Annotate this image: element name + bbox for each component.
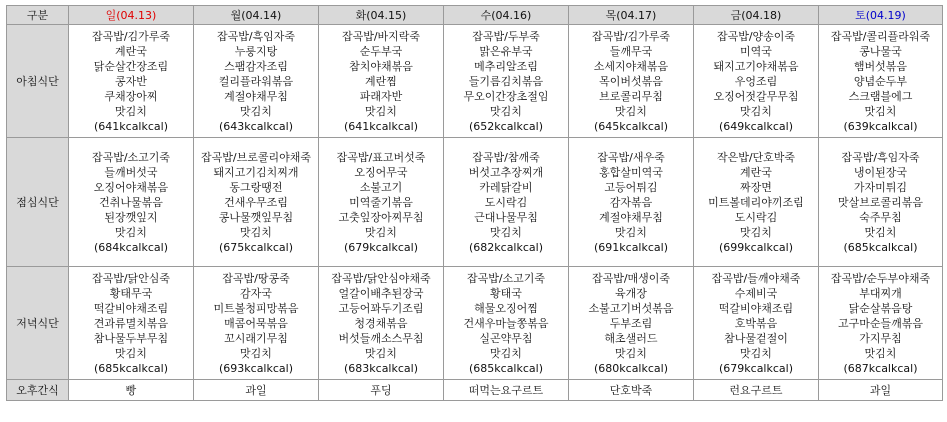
breakfast-menu-thursday	[569, 25, 694, 138]
menu-item: 고등어튀김	[604, 180, 658, 194]
menu-item: 들깨무국	[609, 44, 653, 58]
menu-item: 참나물두부무침	[93, 331, 169, 345]
menu-item: 잡곡밥/참깨죽	[472, 150, 540, 164]
menu-calories: (683kcalkcal)	[343, 361, 418, 375]
menu-item: 수제비국	[734, 286, 778, 300]
menu-item: 콩자반	[115, 74, 147, 88]
breakfast-menu-sunday	[69, 25, 194, 138]
lunch-row	[7, 138, 943, 267]
menu-item: 맛김치	[490, 225, 522, 239]
menu-item: 떡갈비야채조림	[93, 301, 169, 315]
menu-item: 버섯들깨소스무침	[338, 331, 424, 345]
menu-item: 계란찜	[365, 74, 397, 88]
menu-item: 맛김치	[115, 104, 147, 118]
breakfast-row	[7, 25, 943, 138]
dinner-menu-thursday	[569, 267, 694, 380]
menu-item: 잡곡밥/바지락죽	[341, 29, 421, 43]
menu-calories: (675kcalkcal)	[218, 240, 293, 254]
menu-item: 맛김치	[240, 225, 272, 239]
menu-item: 들기름김치볶음	[468, 74, 544, 88]
menu-item: 잡곡밥/표고버섯죽	[336, 150, 426, 164]
menu-item: 소세지야채볶음	[593, 59, 669, 73]
menu-item: 잡곡밥/들깨야채죽	[711, 271, 801, 285]
menu-item: 잡곡밥/김가루죽	[91, 29, 171, 43]
menu-item: 동그랑땡전	[229, 180, 283, 194]
menu-item: 고등어꽈두기조림	[338, 301, 424, 315]
menu-item: 맛김치	[740, 346, 772, 360]
snack-item-wednesday: 떠먹는요구르트	[444, 380, 569, 401]
dinner-menu-monday	[194, 267, 319, 380]
menu-item: 건새우무조림	[224, 195, 288, 209]
menu-calories: (685kcalkcal)	[843, 240, 918, 254]
breakfast-menu-saturday	[819, 25, 943, 138]
lunch-menu-sunday	[69, 138, 194, 267]
menu-item: 누룽지탕	[234, 44, 278, 58]
menu-item: 건취나물볶음	[99, 195, 163, 209]
menu-item: 부대찌개	[859, 286, 902, 300]
menu-item: 매콤어묵볶음	[224, 316, 288, 330]
menu-item: 황태국	[490, 286, 522, 300]
lunch-menu-tuesday	[319, 138, 444, 267]
menu-item: 잡곡밥/닭안심야채죽	[331, 271, 431, 285]
menu-item: 맛김치	[365, 225, 397, 239]
snack-item-saturday: 과일	[819, 380, 943, 401]
menu-item: 맛김치	[615, 104, 647, 118]
menu-item: 맛김치	[365, 346, 397, 360]
menu-item: 파래자반	[359, 89, 403, 103]
menu-item: 돼지고기김치찌개	[213, 165, 299, 179]
menu-item: 잡곡밥/닭안심죽	[91, 271, 171, 285]
lunch-menu-monday	[194, 138, 319, 267]
menu-item: 고구마순들깨볶음	[837, 316, 923, 330]
header-day-tuesday: 화(04.15)	[319, 6, 444, 25]
menu-item: 잡곡밥/새우죽	[597, 150, 665, 164]
menu-item: 무오이간장초절임	[463, 89, 549, 103]
snack-item-tuesday: 푸딩	[319, 380, 444, 401]
menu-item: 콩나물국	[859, 44, 902, 58]
menu-item: 얼갈이배추된장국	[338, 286, 424, 300]
menu-item: 근대나물무침	[474, 210, 538, 224]
menu-item: 들깨버섯국	[104, 165, 158, 179]
menu-item: 순두부국	[359, 44, 403, 58]
menu-item: 계란국	[115, 44, 147, 58]
breakfast-menu-friday	[694, 25, 819, 138]
menu-calories: (685kcalkcal)	[468, 361, 543, 375]
lunch-menu-saturday	[819, 138, 943, 267]
menu-item: 잡곡밥/브로콜리야채죽	[201, 150, 311, 164]
header-day-monday: 월(04.14)	[194, 6, 319, 25]
menu-item: 계절야채무침	[224, 89, 288, 103]
menu-item: 건새우마늘쫑볶음	[463, 316, 549, 330]
menu-calories: (639kcalkcal)	[843, 119, 918, 133]
dinner-menu-wednesday	[444, 267, 569, 380]
snack-item-thursday: 단호박죽	[569, 380, 694, 401]
menu-item: 맛살브로콜리볶음	[837, 195, 923, 209]
menu-item: 가자미튀김	[853, 180, 908, 194]
menu-item: 꼬시래기무침	[224, 331, 288, 345]
menu-item: 미트볼청피망볶음	[213, 301, 299, 315]
menu-item: 황태무국	[109, 286, 153, 300]
menu-item: 참치야채볶음	[349, 59, 413, 73]
menu-item: 컬리플라워볶음	[218, 74, 294, 88]
menu-item: 고춧잎장아찌무침	[338, 210, 424, 224]
menu-item: 잡곡밥/흑임자죽	[216, 29, 296, 43]
menu-item: 맛김치	[365, 104, 397, 118]
menu-item: 맛김치	[490, 104, 522, 118]
menu-item: 맛김치	[615, 346, 647, 360]
menu-item: 맛김치	[864, 104, 897, 118]
menu-item: 소불고기	[359, 180, 403, 194]
menu-item: 맛김치	[615, 225, 647, 239]
menu-calories: (649kcalkcal)	[718, 119, 793, 133]
menu-calories: (685kcalkcal)	[93, 361, 168, 375]
menu-item: 쿠채장아찌	[104, 89, 158, 103]
header-day-thursday: 목(04.17)	[569, 6, 694, 25]
dinner-menu-saturday	[819, 267, 943, 380]
menu-item: 미트볼데리야끼조림	[708, 195, 804, 209]
weekly-meal-table	[6, 5, 943, 401]
snack-item-sunday: 빵	[69, 380, 194, 401]
menu-item: 해물오징어찜	[474, 301, 538, 315]
menu-calories: (641kcalkcal)	[93, 119, 168, 133]
menu-item: 잡곡밥/김가루죽	[591, 29, 671, 43]
menu-item: 해초샐러드	[604, 331, 658, 345]
breakfast-menu-wednesday	[444, 25, 569, 138]
breakfast-menu-tuesday	[319, 25, 444, 138]
menu-item: 홍합살미역국	[599, 165, 663, 179]
menu-calories: (679kcalkcal)	[343, 240, 418, 254]
menu-item: 도시락김	[734, 210, 778, 224]
breakfast-menu-monday	[194, 25, 319, 138]
menu-item: 작은밥/단호박죽	[716, 150, 796, 164]
lunch-menu-thursday	[569, 138, 694, 267]
row-label-breakfast: 아침식단	[7, 25, 69, 138]
dinner-menu-friday	[694, 267, 819, 380]
menu-item: 감자국	[240, 286, 272, 300]
menu-item: 맛김치	[740, 225, 772, 239]
menu-calories: (679kcalkcal)	[718, 361, 793, 375]
lunch-menu-friday	[694, 138, 819, 267]
menu-item: 육개장	[615, 286, 647, 300]
menu-item: 가지무침	[859, 331, 902, 345]
menu-item: 스크램블에그	[848, 89, 913, 103]
menu-item: 맛김치	[115, 225, 147, 239]
dinner-menu-sunday	[69, 267, 194, 380]
snack-item-friday: 런요구르트	[694, 380, 819, 401]
menu-item: 맛김치	[864, 346, 897, 360]
menu-item: 목이버섯볶음	[599, 74, 663, 88]
menu-item: 냉이된장국	[853, 165, 908, 179]
menu-item: 맛김치	[240, 346, 272, 360]
menu-item: 두부조림	[609, 316, 653, 330]
menu-item: 잡곡밥/매생이죽	[591, 271, 671, 285]
row-label-snack: 오후간식	[7, 380, 69, 401]
menu-item: 잡곡밥/순두부야채죽	[830, 271, 931, 285]
menu-calories: (643kcalkcal)	[218, 119, 293, 133]
menu-calories: (699kcalkcal)	[718, 240, 793, 254]
menu-item: 버섯고추장찌개	[468, 165, 544, 179]
row-label-lunch: 점심식단	[7, 138, 69, 267]
menu-item: 콩나물깻잎무침	[218, 210, 294, 224]
menu-item: 우엉조림	[734, 74, 778, 88]
menu-item: 잡곡밥/소고기죽	[91, 150, 171, 164]
menu-item: 된장깻잎지	[104, 210, 158, 224]
menu-calories: (691kcalkcal)	[593, 240, 668, 254]
menu-calories: (682kcalkcal)	[468, 240, 543, 254]
menu-item: 닭순살볶음탕	[848, 301, 913, 315]
menu-item: 맛김치	[864, 225, 897, 239]
menu-item: 오징어무국	[354, 165, 408, 179]
lunch-menu-wednesday	[444, 138, 569, 267]
dinner-row	[7, 267, 943, 380]
menu-item: 잡곡밥/소고기죽	[466, 271, 546, 285]
header-day-sunday: 일(04.13)	[69, 6, 194, 25]
menu-item: 참나물겉절이	[724, 331, 788, 345]
menu-item: 도시락김	[484, 195, 528, 209]
menu-item: 잡곡밥/흑임자죽	[841, 150, 920, 164]
menu-calories: (641kcalkcal)	[343, 119, 418, 133]
menu-item: 스팸감자조림	[224, 59, 288, 73]
header-row	[7, 6, 943, 25]
menu-item: 잡곡밥/양송이죽	[716, 29, 796, 43]
row-label-dinner: 저녁식단	[7, 267, 69, 380]
menu-calories: (693kcalkcal)	[218, 361, 293, 375]
menu-item: 소불고기버섯볶음	[588, 301, 674, 315]
menu-item: 호박볶음	[734, 316, 778, 330]
menu-item: 카레닭갈비	[479, 180, 533, 194]
menu-item: 양념순두부	[853, 74, 908, 88]
menu-calories: (687kcalkcal)	[843, 361, 918, 375]
menu-item: 떡갈비야채조림	[718, 301, 794, 315]
menu-item: 오징어젓갈무무침	[713, 89, 799, 103]
menu-calories: (680kcalkcal)	[593, 361, 668, 375]
header-corner: 구분	[7, 6, 69, 25]
menu-item: 청경채볶음	[354, 316, 408, 330]
header-day-saturday: 토(04.19)	[819, 6, 943, 25]
menu-item: 잡곡밥/땅콩죽	[222, 271, 290, 285]
menu-item: 맛김치	[115, 346, 147, 360]
snack-row	[7, 380, 943, 401]
menu-item: 햄버섯볶음	[853, 59, 908, 73]
menu-item: 미역줄기볶음	[349, 195, 413, 209]
menu-item: 계절야채무침	[599, 210, 663, 224]
menu-item: 맛김치	[240, 104, 272, 118]
menu-item: 미역국	[740, 44, 772, 58]
menu-item: 맛김치	[740, 104, 772, 118]
menu-calories: (652kcalkcal)	[468, 119, 543, 133]
menu-item: 브로콜리무침	[599, 89, 663, 103]
dinner-menu-tuesday	[319, 267, 444, 380]
menu-item: 오징어야채볶음	[93, 180, 169, 194]
menu-calories: (684kcalkcal)	[93, 240, 168, 254]
menu-item: 맑은유부국	[479, 44, 533, 58]
header-day-wednesday: 수(04.16)	[444, 6, 569, 25]
menu-item: 잡곡밥/콜리플라워죽	[830, 29, 931, 43]
menu-item: 잡곡밥/두부죽	[472, 29, 540, 43]
menu-item: 실곤약무침	[479, 331, 533, 345]
menu-item: 메추리알조림	[474, 59, 538, 73]
menu-item: 맛김치	[490, 346, 522, 360]
menu-item: 감자볶음	[609, 195, 653, 209]
menu-item: 계란국	[740, 165, 772, 179]
header-day-friday: 금(04.18)	[694, 6, 819, 25]
menu-calories: (645kcalkcal)	[593, 119, 668, 133]
menu-item: 닭순살간장조림	[93, 59, 169, 73]
menu-item: 숙주무침	[859, 210, 902, 224]
snack-item-monday: 과일	[194, 380, 319, 401]
menu-item: 견과류멸치볶음	[93, 316, 169, 330]
menu-item: 돼지고기야채볶음	[713, 59, 799, 73]
menu-item: 짜장면	[740, 180, 772, 194]
